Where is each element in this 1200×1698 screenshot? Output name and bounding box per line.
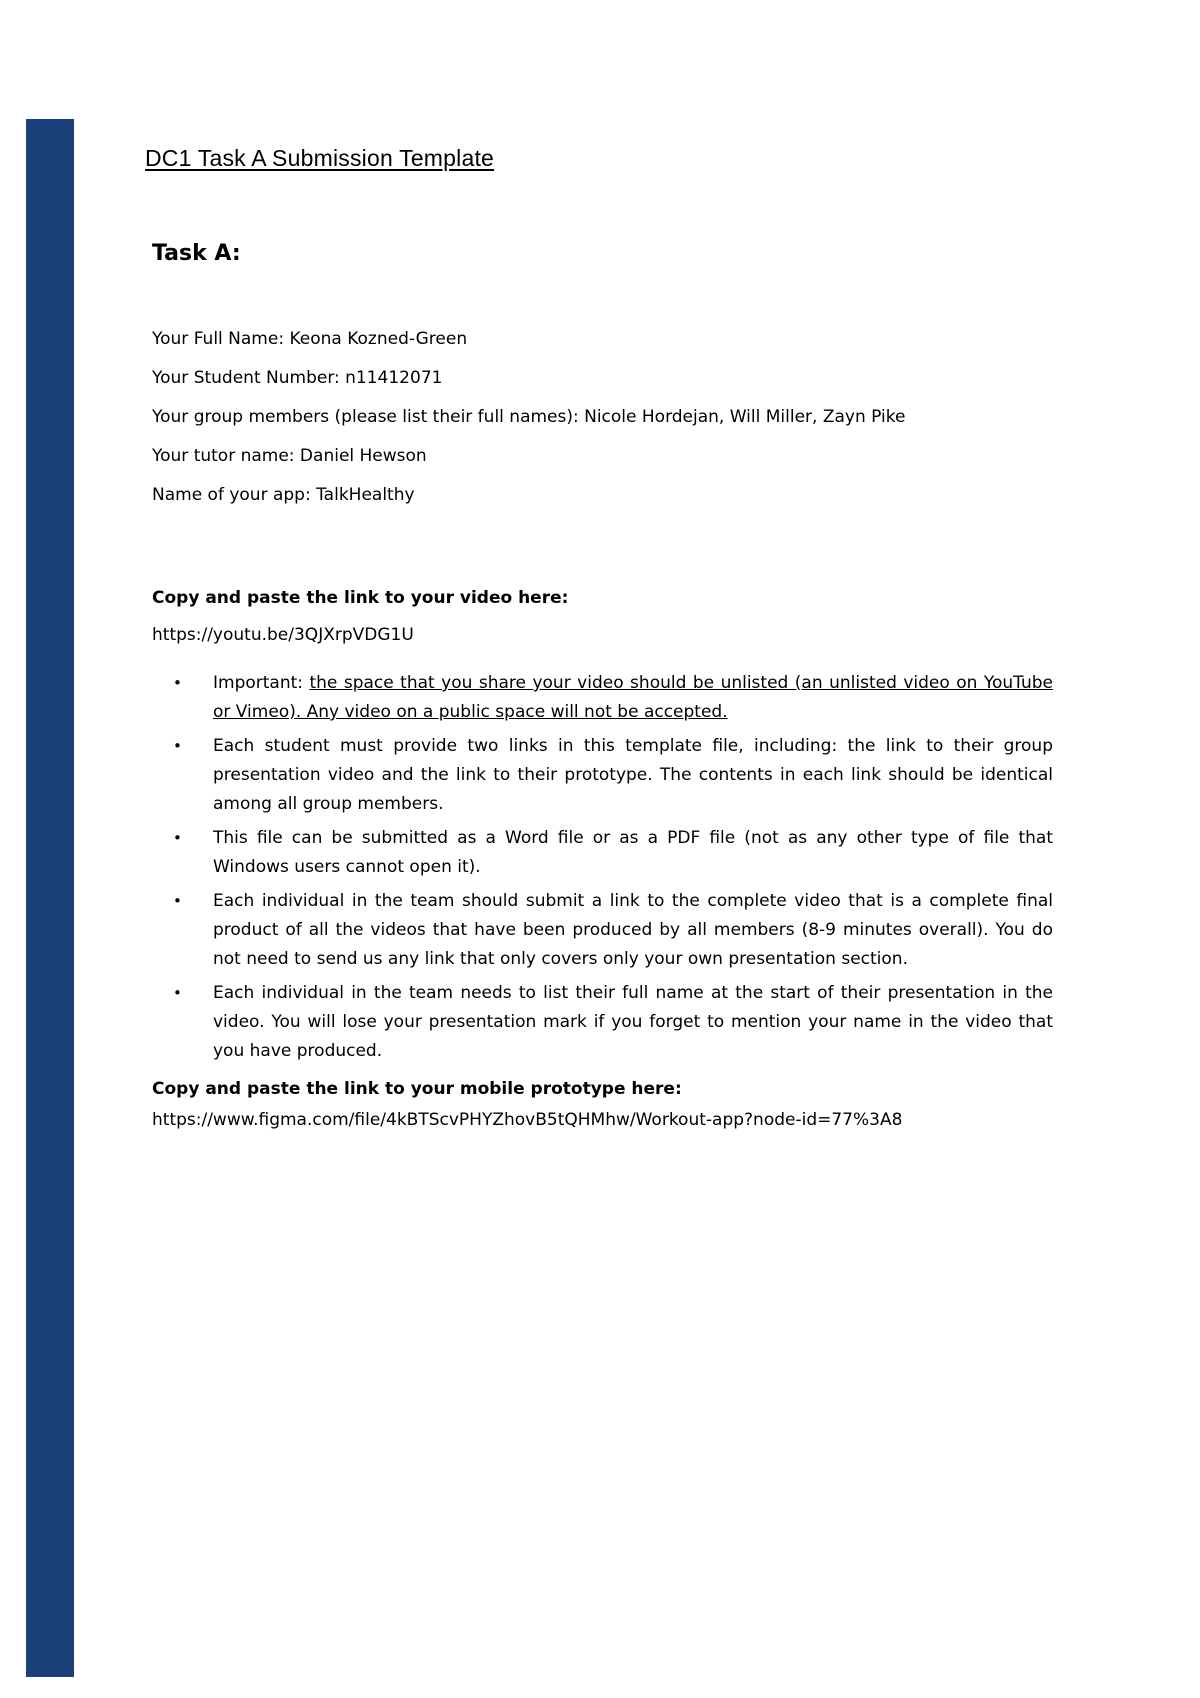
bullet-icon: • [173,674,182,692]
list-item [173,732,1053,819]
bullet-icon: • [173,892,182,910]
video-link[interactable]: https://youtu.be/3QJXrpVDG1U [152,625,414,645]
bullet-icon: • [173,737,182,755]
important-label: Important: [213,673,310,693]
group-members-field: Your group members (please list their full names): Nicole Hordejan, Will Miller, Zayn Pike [152,407,906,427]
list-item [173,979,1053,1066]
side-accent-bar [26,119,74,1677]
bullet-icon: • [173,829,182,847]
prototype-link[interactable]: https://www.figma.com/file/4kBTScvPHYZhovB5tQHMhw/Workout-app?node-id=77%3A8 [152,1110,903,1130]
list-item [173,887,1053,974]
instructions-list [173,669,1053,1071]
complete-video-note: Each individual in the team should submit a link to the complete video that is a complete final product of all the videos that have been produced by all members (8-9 minutes overall). You do not need to send us any link that only covers only your own presentation section. [213,891,1053,969]
full-name-note: Each individual in the team needs to list their full name at the start of their presentation in the video. You will lose your presentation mark if you forget to mention your name in the video that you have produced. [213,983,1053,1061]
two-links-note: Each student must provide two links in this template file, including: the link to their group presentation video and the link to their prototype. The contents in each link should be identical among all group members. [213,736,1053,814]
file-format-note: This file can be submitted as a Word file or as a PDF file (not as any other type of file that Windows users cannot open it). [213,828,1053,877]
video-link-heading: Copy and paste the link to your video here: [152,588,569,608]
app-name-field: Name of your app: TalkHealthy [152,485,415,505]
tutor-name-field: Your tutor name: Daniel Hewson [152,446,427,466]
important-note: the space that you share your video should be unlisted (an unlisted video on YouTube or Vimeo). Any video on a public space will not be accepted. [213,673,1053,722]
task-heading: Task A: [152,241,241,266]
student-number-field: Your Student Number: n11412071 [152,368,443,388]
list-item [173,669,1053,727]
bullet-icon: • [173,984,182,1002]
student-details [152,320,905,515]
list-item [173,824,1053,882]
prototype-link-heading: Copy and paste the link to your mobile prototype here: [152,1079,682,1099]
document-title: DC1 Task A Submission Template [145,145,495,171]
full-name-field: Your Full Name: Keona Kozned-Green [152,329,468,349]
